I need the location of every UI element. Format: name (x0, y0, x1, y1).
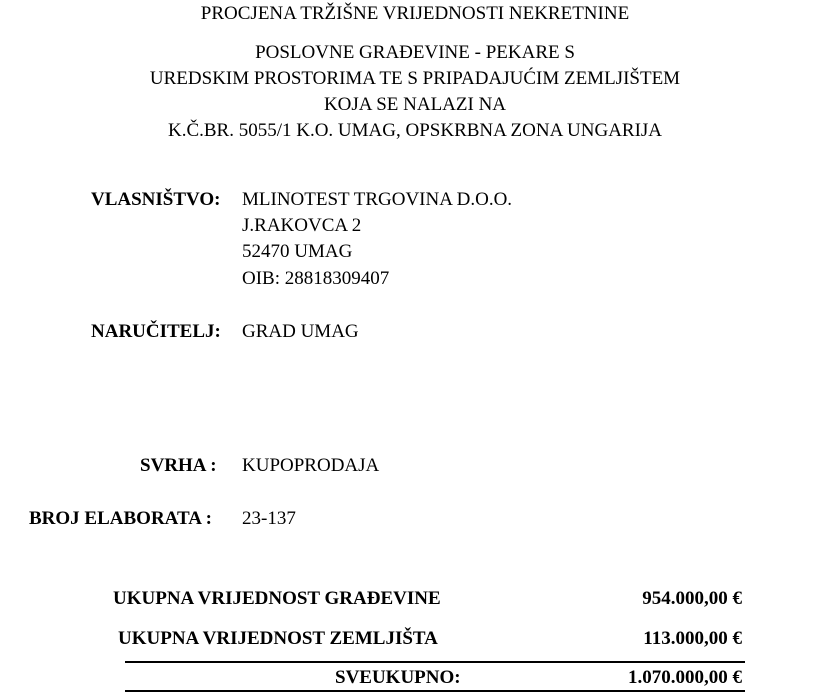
land-value-label: UKUPNA VRIJEDNOST ZEMLJIŠTA (118, 628, 438, 649)
client-label: NARUČITELJ: (91, 321, 221, 342)
subtitle-line-2: UREDSKIM PROSTORIMA TE S PRIPADAJUĆIM ZEMLJIŠTEM (149, 68, 681, 89)
grand-total-label: SVEUKUPNO: (335, 667, 461, 688)
client-value: GRAD UMAG (242, 321, 359, 342)
total-top-rule (125, 661, 745, 663)
purpose-value: KUPOPRODAJA (242, 455, 380, 476)
document-title: PROCJENA TRŽIŠNE VRIJEDNOSTI NEKRETNINE (200, 3, 630, 24)
building-value-amount: 954.000,00 € (642, 588, 742, 609)
owner-name: MLINOTEST TRGOVINA D.O.O. (242, 189, 513, 210)
subtitle-line-3: KOJA SE NALAZI NA (323, 94, 507, 115)
owner-street: J.RAKOVCA 2 (242, 215, 362, 236)
subtitle-line-4: K.Č.BR. 5055/1 K.O. UMAG, OPSKRBNA ZONA UNGARIJA (167, 120, 663, 141)
building-value-label: UKUPNA VRIJEDNOST GRAĐEVINE (113, 588, 441, 609)
grand-total-amount: 1.070.000,00 € (628, 667, 742, 688)
owner-oib: OIB: 28818309407 (242, 268, 390, 289)
owner-city: 52470 UMAG (242, 241, 353, 262)
report-number-value: 23-137 (242, 508, 296, 529)
purpose-label: SVRHA : (140, 455, 217, 476)
ownership-label: VLASNIŠTVO: (91, 189, 221, 210)
subtitle-line-1: POSLOVNE GRAĐEVINE - PEKARE S (255, 42, 575, 63)
report-number-label: BROJ ELABORATA : (29, 508, 212, 529)
land-value-amount: 113.000,00 € (643, 628, 742, 649)
total-bottom-rule (125, 690, 745, 692)
